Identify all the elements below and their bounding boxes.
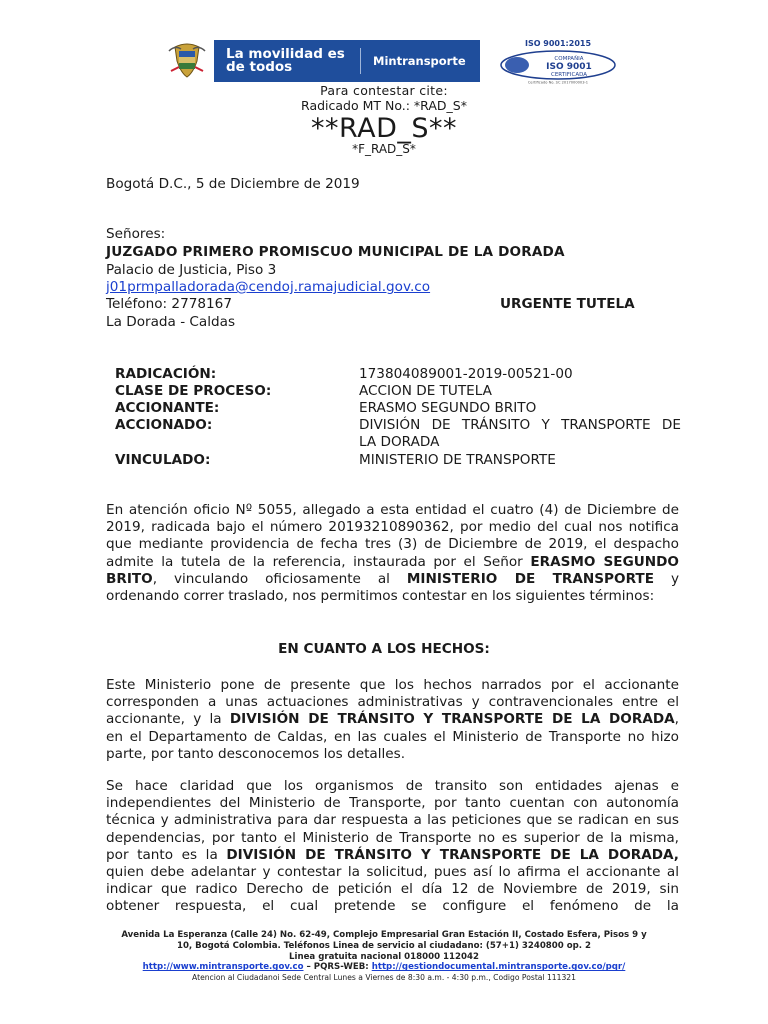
- bold-run: DIVISIÓN DE TRÁNSITO Y TRANSPORTE DE LA DORADA: [229, 711, 675, 728]
- recipient-address: Palacio de Justicia, Piso 3: [106, 262, 277, 278]
- text-run: y: [670, 570, 679, 587]
- paragraph-line: indicar que radico Derecho de petición el día 12 de Noviembre de 2019, sin: [106, 881, 679, 898]
- paragraph-line: que mediante providencia de fecha tres (3) de Diciembre de 2019, el despacho: [106, 536, 679, 553]
- paragraph-line: [106, 711, 679, 728]
- recipient-email-link[interactable]: j01prmpalladorada@cendoj.ramajudicial.gov.co: [106, 279, 431, 295]
- paragraph-line: En atención oficio Nº 5055, allegado a esta entidad el cuatro (4) de Diciembre de: [106, 502, 679, 518]
- paragraph-line: independientes del Ministerio de Transporte, por tanto cuentan con autonomía: [106, 795, 679, 812]
- date-line: Bogotá D.C., 5 de Diciembre de 2019: [106, 176, 360, 192]
- footer-links: [0, 962, 768, 973]
- brand-name: Mintransporte: [373, 54, 466, 68]
- paragraph-line: obtener respuesta, el cual pretende se configure el fenómeno de la: [106, 898, 679, 915]
- paragraph-line: parte, por tanto desconocemos los detalles.: [106, 745, 406, 762]
- salutation: Señores:: [106, 226, 166, 242]
- recipient-name: JUZGADO PRIMERO PROMISCUO MUNICIPAL DE LA DORADA: [106, 244, 565, 260]
- bold-run: ERASMO SEGUNDO: [530, 553, 679, 570]
- ref-value: 173804089001-2019-00521-00: [359, 366, 573, 382]
- paragraph-line: en el Departamento de Caldas, en las cuales el Ministerio de Transporte no hizo: [106, 728, 679, 745]
- section-title: EN CUANTO A LOS HECHOS:: [278, 641, 490, 657]
- paragraph-line: Este Ministerio pone de presente que los hechos narrados por el accionante: [106, 677, 679, 693]
- coat-of-arms-icon: [167, 41, 207, 79]
- footer-phones: 10, Bogotá Colombia. Teléfonos Linea de servicio al ciudadano: (57+1) 3240800 op. 2: [176, 940, 592, 951]
- pqrs-link[interactable]: http://gestiondocumental.mintransporte.gov.co/pqr/: [371, 962, 626, 973]
- text-run: accionante, y la: [106, 711, 222, 728]
- radicado-line: Radicado MT No.: *RAD_S*: [301, 98, 467, 113]
- hechos-paragraph-1: [106, 677, 679, 763]
- ref-value-continued: LA DORADA: [359, 434, 440, 450]
- bold-run: DIVISIÓN DE TRÁNSITO Y TRANSPORTE DE LA DORADA,: [226, 846, 679, 863]
- radicado-date-field: *F_RAD_S*: [352, 142, 416, 156]
- bold-run: MINISTERIO DE TRANSPORTE: [406, 570, 654, 587]
- text-run: admite la tutela de la referencia, instaurada por el Señor: [106, 553, 523, 570]
- ref-value: DIVISIÓN DE TRÁNSITO Y TRANSPORTE DE: [359, 417, 681, 433]
- ref-label: VINCULADO:: [115, 452, 211, 468]
- ref-label: CLASE DE PROCESO:: [115, 383, 272, 399]
- radicado-big: **RAD_S**: [310, 113, 458, 144]
- footer-address: Avenida La Esperanza (Calle 24) No. 62-49, Complejo Empresarial Gran Estación II, Costado Esfera, Pisos 9 y: [121, 930, 647, 940]
- iso-mark: ISO 9001: [546, 62, 592, 72]
- footer-toll-free: Linea gratuita nacional 018000 112042: [289, 951, 479, 962]
- iso-cert: CERTIFICADA: [550, 72, 588, 78]
- urgent-label: URGENTE TUTELA: [500, 296, 635, 312]
- ref-value: ACCION DE TUTELA: [359, 383, 492, 399]
- iso-certification-logo: [497, 38, 619, 84]
- paragraph-line: [106, 847, 679, 864]
- cite-instruction: Para contestar cite:: [320, 83, 448, 98]
- paragraph-line: corresponden a unas actuaciones administrativas y contravencionales entre el: [106, 694, 679, 711]
- hechos-paragraph-2: [106, 778, 679, 916]
- intro-paragraph: [106, 502, 679, 605]
- brand-slogan: La movilidad es de todos: [226, 46, 345, 75]
- paragraph-line: ordenando correr traslado, nos permitimos contestar en los siguientes términos:: [106, 588, 655, 605]
- paragraph-line: 2019, radicada bajo el número 20193210890362, por medio del cual nos notifica: [106, 519, 679, 536]
- recipient-city: La Dorada - Caldas: [106, 314, 236, 330]
- bold-run: BRITO: [106, 570, 153, 587]
- paragraph-line: Se hace claridad que los organismos de transito son entidades ajenas e: [106, 778, 679, 794]
- brand-divider: [360, 48, 361, 74]
- ref-label: ACCIONADO:: [115, 417, 213, 433]
- website-link[interactable]: http://www.mintransporte.gov.co: [142, 962, 304, 973]
- text-run: ,: [674, 711, 679, 728]
- iso-company: COMPAÑIA: [554, 56, 584, 62]
- brand-banner: [214, 40, 480, 82]
- paragraph-line: [106, 554, 679, 571]
- ref-label: RADICACIÓN:: [115, 366, 217, 382]
- paragraph-line: [106, 571, 679, 588]
- ref-label: ACCIONANTE:: [115, 400, 220, 416]
- recipient-phone: Teléfono: 2778167: [106, 296, 232, 312]
- footer-hours: Atencion al Ciudadanoi Sede Central Lunes a Viernes de 8:30 a.m. - 4:30 p.m., Codigo Postal 111321: [192, 973, 576, 983]
- iso-number: Certificado No. SC 2017000003-1: [527, 80, 589, 84]
- text-run: , vinculando oficiosamente al: [152, 570, 390, 587]
- paragraph-line: quien debe adelantar y contestar la solicitud, pues así lo afirma el accionante al: [106, 864, 679, 881]
- pqrs-label: – PQRS-WEB:: [303, 962, 372, 973]
- text-run: por tanto es la: [106, 846, 218, 863]
- paragraph-line: dependencias, por tanto el Ministerio de Transporte no es superior de la misma,: [106, 829, 679, 846]
- paragraph-line: técnica y administrativa para dar respuesta a las peticiones que se radican en sus: [106, 812, 679, 829]
- footer: [0, 930, 768, 984]
- iso-title: ISO 9001:2015: [524, 39, 592, 48]
- ref-value: ERASMO SEGUNDO BRITO: [359, 400, 537, 416]
- ref-value: MINISTERIO DE TRANSPORTE: [359, 452, 556, 468]
